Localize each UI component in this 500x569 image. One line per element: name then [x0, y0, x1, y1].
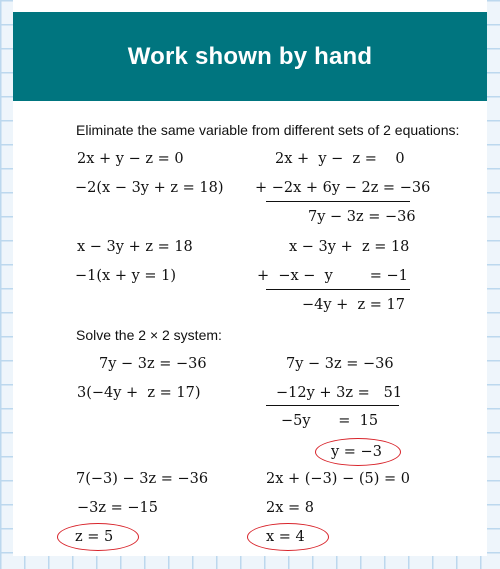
equation-left: x − 3y + z = 18	[77, 239, 193, 255]
sum-rule	[266, 405, 399, 406]
answer-x: x = 4	[266, 529, 305, 545]
equation-left: 2x + y − z = 0	[77, 151, 184, 167]
work-line: 2x + y − z = 0	[275, 151, 405, 167]
elimination-instruction: Eliminate the same variable from different sets of 2 equations:	[76, 122, 460, 138]
equation-left: 3(−4y + z = 17)	[77, 385, 201, 401]
system-instruction: Solve the 2 × 2 system:	[76, 327, 222, 343]
sum-rule	[266, 289, 410, 290]
answer-y: y = −3	[331, 444, 382, 460]
answer-z: z = 5	[75, 529, 114, 545]
work-line: + −x − y = −1	[257, 268, 408, 284]
work-result: 7y − 3z = −36	[308, 209, 416, 225]
substitution-line: −3z = −15	[77, 500, 158, 516]
work-result: −4y + z = 17	[302, 297, 406, 313]
sum-rule	[266, 201, 410, 202]
page-title: Work shown by hand	[127, 42, 373, 70]
title-banner	[13, 12, 487, 101]
equation-left: 7y − 3z = −36	[99, 356, 207, 372]
work-result: −5y = 15	[281, 413, 379, 429]
work-line: x − 3y + z = 18	[289, 239, 410, 255]
substitution-line: 2x = 8	[266, 500, 314, 516]
work-line: −12y + 3z = 51	[276, 385, 403, 401]
equation-left: −2(x − 3y + z = 18)	[75, 180, 224, 196]
work-line: + −2x + 6y − 2z = −36	[255, 180, 431, 196]
work-line: 7y − 3z = −36	[286, 356, 394, 372]
substitution-line: 2x + (−3) − (5) = 0	[266, 471, 410, 487]
substitution-line: 7(−3) − 3z = −36	[76, 471, 209, 487]
worksheet-card	[13, 0, 487, 556]
equation-left: −1(x + y = 1)	[75, 268, 177, 284]
